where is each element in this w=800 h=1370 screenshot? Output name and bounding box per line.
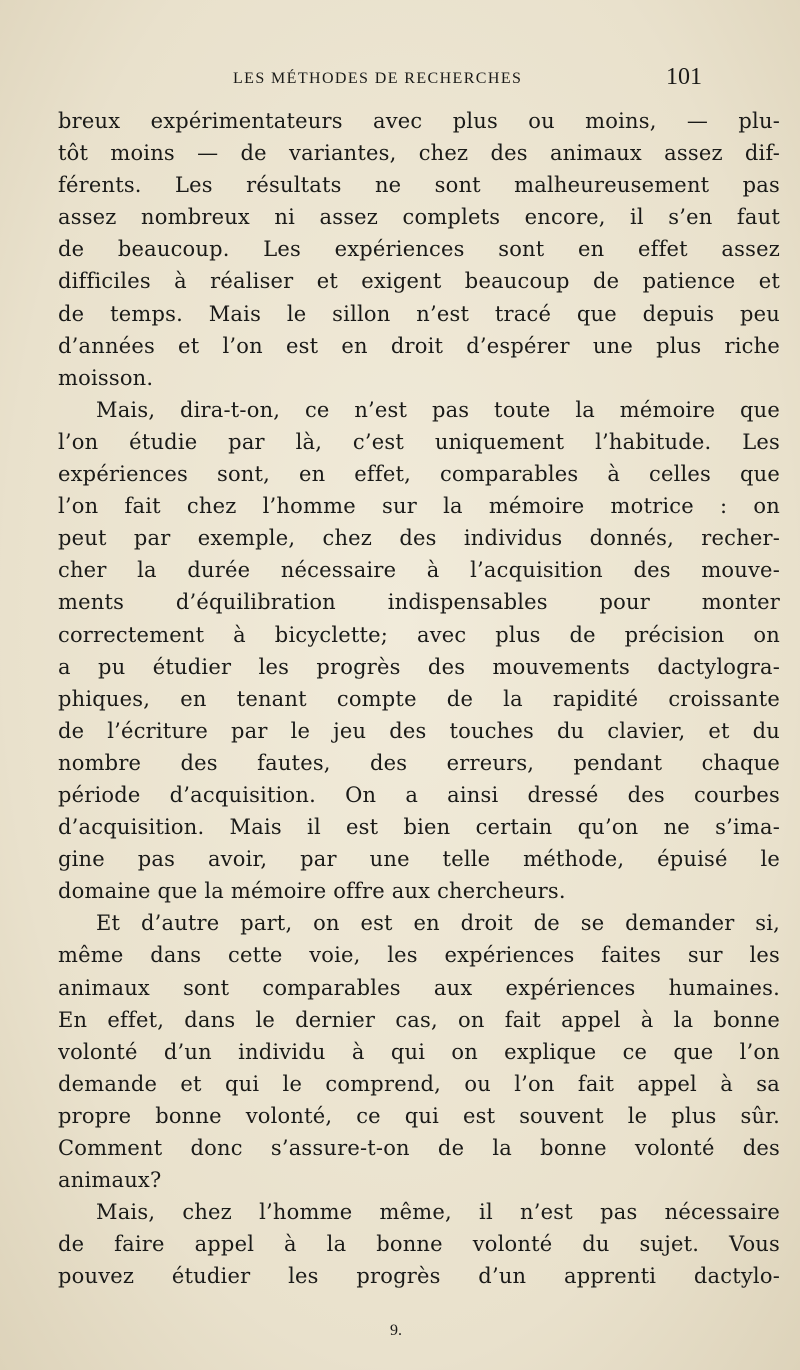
text-line: expériences sont, en effet, comparables à celles que: [58, 462, 780, 487]
text-line: de temps. Mais le sillon n’est tracé que depuis peu: [58, 301, 780, 326]
text-line: Mais, chez l’homme même, il n’est pas nécessaire: [96, 1200, 780, 1225]
text-line: de beaucoup. Les expériences sont en effet assez: [58, 237, 780, 262]
text-line: d’années et l’on est en droit d’espérer une plus riche: [58, 333, 780, 358]
text-line: l’on étudie par là, c’est uniquement l’habitude. Les: [58, 429, 780, 454]
text-line: a pu étudier les progrès des mouvements dactylogra-: [58, 654, 780, 679]
text-line: férents. Les résultats ne sont malheureusement pas: [58, 173, 780, 198]
text-line: correctement à bicyclette; avec plus de précision on: [58, 622, 780, 647]
text-line: demande et qui le comprend, ou l’on fait appel à sa: [58, 1071, 780, 1096]
text-line: domaine que la mémoire offre aux chercheurs.: [58, 879, 566, 904]
text-line: volonté d’un individu à qui on explique ce que l’on: [58, 1039, 780, 1064]
text-line: cher la durée nécessaire à l’acquisition des mouve-: [58, 558, 780, 583]
text-line: phiques, en tenant compte de la rapidité croissante: [58, 686, 780, 711]
text-line: de faire appel à la bonne volonté du sujet. Vous: [58, 1232, 780, 1257]
text-line: animaux sont comparables aux expériences humaines.: [58, 975, 780, 1000]
text-line: période d’acquisition. On a ainsi dressé des courbes: [58, 782, 780, 807]
signature-mark: 9.: [390, 1322, 402, 1339]
text-line: l’on fait chez l’homme sur la mémoire motrice : on: [58, 494, 780, 519]
text-line: tôt moins — de variantes, chez des animaux assez dif-: [58, 141, 780, 166]
text-line: ments d’équilibration indispensables pour monter: [58, 590, 780, 615]
running-head: LES MÉTHODES DE RECHERCHES: [233, 70, 523, 87]
text-line: difficiles à réaliser et exigent beaucoup de patience et: [58, 269, 780, 294]
text-line: moisson.: [58, 365, 154, 390]
text-line: d’acquisition. Mais il est bien certain qu’on ne s’ima-: [58, 815, 780, 840]
text-line: pouvez étudier les progrès d’un apprenti dactylo-: [58, 1264, 780, 1289]
text-line: de l’écriture par le jeu des touches du clavier, et du: [58, 718, 780, 743]
text-line: assez nombreux ni assez complets encore, il s’en faut: [58, 205, 780, 230]
text-line: En effet, dans le dernier cas, on fait appel à la bonne: [58, 1007, 780, 1032]
page-number: 101: [666, 64, 702, 90]
text-line: propre bonne volonté, ce qui est souvent le plus sûr.: [58, 1103, 780, 1128]
text-line: gine pas avoir, par une telle méthode, épuisé le: [58, 847, 780, 872]
text-line: Mais, dira-t-on, ce n’est pas toute la mémoire que: [96, 397, 780, 422]
page-header: [0, 64, 800, 94]
text-line: breux expérimentateurs avec plus ou moins, — plu-: [58, 109, 780, 133]
text-line: Et d’autre part, on est en droit de se demander si,: [96, 911, 780, 936]
text-line: peut par exemple, chez des individus donnés, recher-: [58, 526, 780, 551]
body-text: [58, 105, 780, 1292]
text-line: Comment donc s’assure-t-on de la bonne volonté des: [58, 1136, 780, 1160]
text-line: nombre des fautes, des erreurs, pendant chaque: [58, 750, 780, 775]
text-line: même dans cette voie, les expériences faites sur les: [58, 943, 780, 968]
text-line: animaux?: [58, 1168, 162, 1193]
